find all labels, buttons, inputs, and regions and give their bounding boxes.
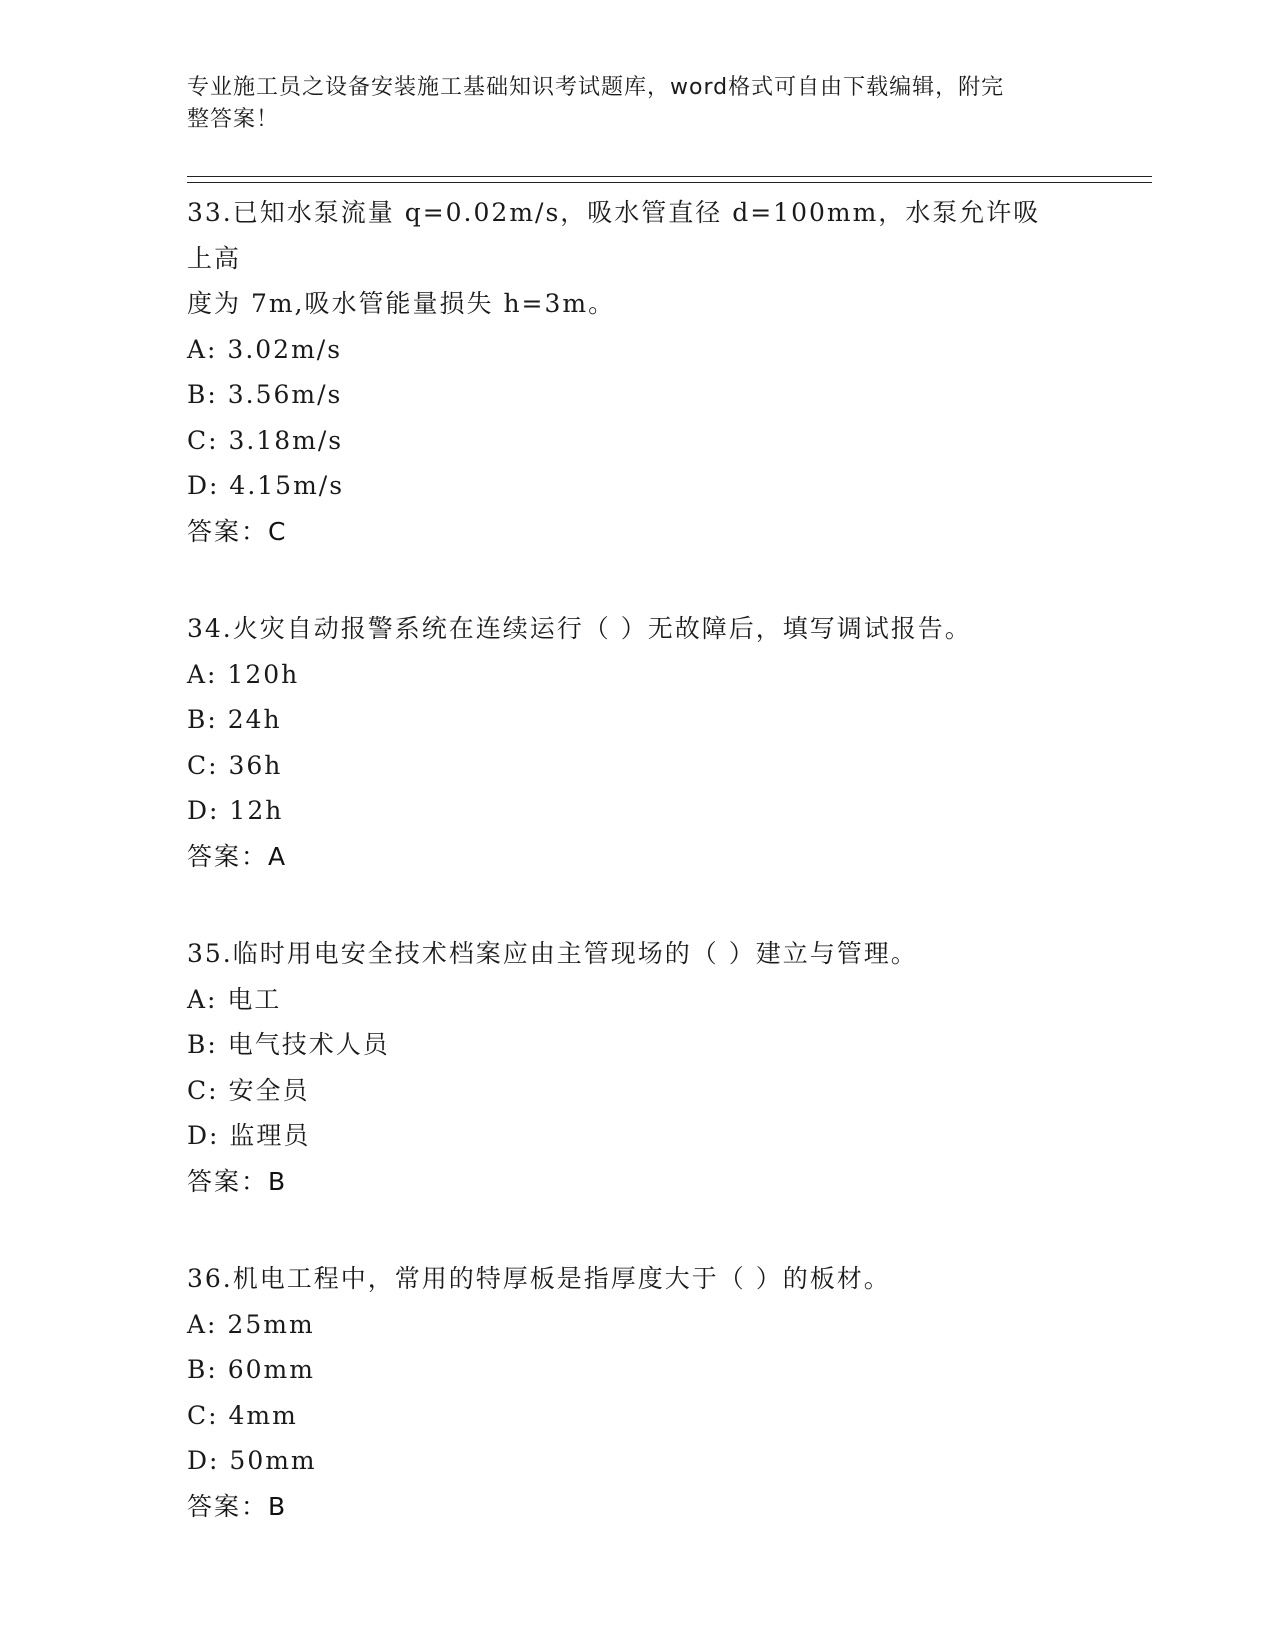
option-a: A: 电工 bbox=[187, 984, 282, 1014]
question-list bbox=[187, 190, 1147, 1581]
option-d: D: 监理员 bbox=[187, 1121, 311, 1150]
option-a: A: 120h bbox=[187, 659, 300, 689]
answer-label: 答案：B bbox=[187, 1166, 288, 1196]
option-d: D: 50mm bbox=[187, 1446, 317, 1475]
option-c: C: 3.18m/s bbox=[187, 425, 344, 455]
question-stem-line-1: 34.火灾自动报警系统在连续运行（ ）无故障后，填写调试报告。 bbox=[187, 614, 972, 643]
answer-label: 答案：A bbox=[187, 841, 288, 871]
option-b: B: 3.56m/s bbox=[187, 380, 343, 409]
question-stem-line-1: 33.已知水泵流量 q=0.02m/s，吸水管直径 d=100mm，水泵允许吸上高 bbox=[187, 198, 1041, 273]
option-d: D: 12h bbox=[187, 796, 284, 825]
option-a: A: 3.02m/s bbox=[187, 334, 343, 364]
question-34 bbox=[187, 606, 1147, 879]
option-d: D: 4.15m/s bbox=[187, 471, 345, 500]
option-c: C: 4mm bbox=[187, 1400, 298, 1430]
option-c: C: 36h bbox=[187, 750, 283, 780]
question-35 bbox=[187, 931, 1147, 1204]
option-a: A: 25mm bbox=[187, 1309, 315, 1339]
option-b: B: 60mm bbox=[187, 1355, 315, 1384]
header-line-1: 专业施工员之设备安装施工基础知识考试题库，word格式可自由下载编辑，附完 bbox=[187, 75, 1005, 100]
question-33 bbox=[187, 190, 1147, 554]
option-b: B: 24h bbox=[187, 705, 282, 734]
header-divider-bottom bbox=[187, 182, 1152, 183]
header-divider-top bbox=[187, 176, 1152, 177]
question-stem-line-1: 35.临时用电安全技术档案应由主管现场的（ ）建立与管理。 bbox=[187, 939, 918, 968]
answer-label: 答案：C bbox=[187, 516, 288, 546]
question-36 bbox=[187, 1256, 1147, 1529]
document-header bbox=[187, 72, 1067, 136]
option-b: B: 电气技术人员 bbox=[187, 1030, 390, 1059]
option-c: C: 安全员 bbox=[187, 1075, 310, 1105]
answer-label: 答案：B bbox=[187, 1491, 288, 1521]
question-stem-line-2: 度为 7m,吸水管能量损失 h=3m。 bbox=[187, 289, 616, 318]
header-line-2: 整答案！ bbox=[187, 107, 280, 132]
question-stem-line-1: 36.机电工程中，常用的特厚板是指厚度大于（ ）的板材。 bbox=[187, 1264, 891, 1293]
